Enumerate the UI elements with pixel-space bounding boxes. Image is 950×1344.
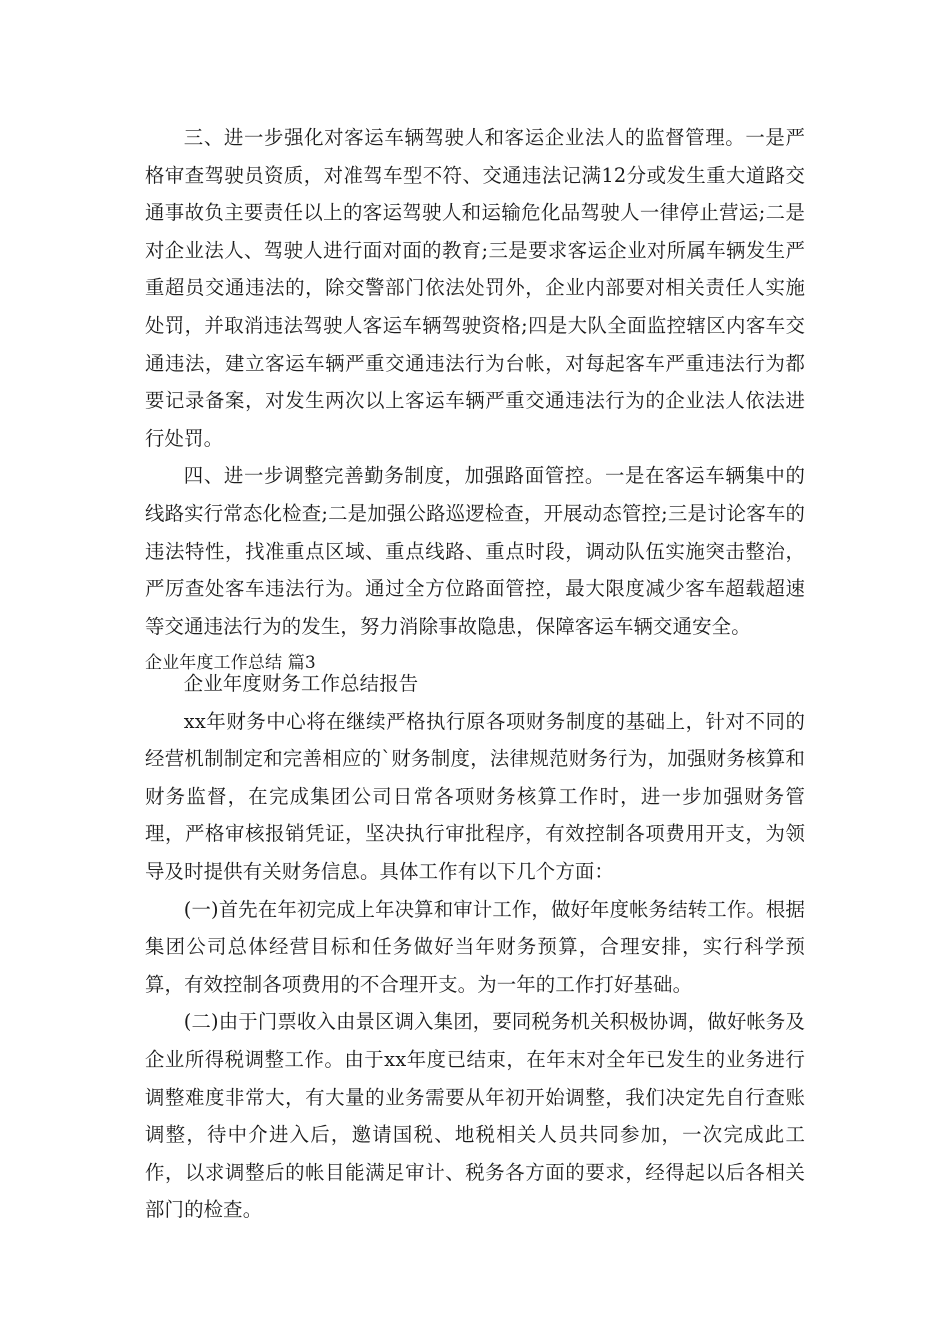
- body-text-part2: [145, 665, 805, 1229]
- paragraph: 三、进一步强化对客运车辆驾驶人和客运企业法人的监督管理。一是严格审查驾驶员资质，对准驾车型不符、交通违法记满12分或发生重大道路交通事故负主要责任以上的客运驾驶人和运输危化品驾驶人一律停止营运;二是对企业法人、驾驶人进行面对面的教育;三是要求客运企业对所属车辆发生严重超员交通违法的，除交警部门依法处罚外，企业内部要对相关责任人实施处罚，并取消违法驾驶人客运车辆驾驶资格;四是大队全面监控辖区内客车交通违法，建立客运车辆严重交通违法行为台帐，对每起客车严重违法行为都要记录备案，对发生两次以上客运车辆严重交通违法行为的企业法人依法进行处罚。: [145, 126, 805, 450]
- section-heading: 企业年度工作总结 篇3: [145, 653, 316, 674]
- report-title: 企业年度财务工作总结报告: [183, 672, 419, 695]
- paragraph: xx年财务中心将在继续严格执行原各项财务制度的基础上，针对不同的经营机制制定和完善相应的`财务制度，法律规范财务行为，加强财务核算和财务监督，在完成集团公司日常各项财务核算工作时，进一步加强财务管理，严格审核报销凭证，坚决执行审批程序，有效控制各项费用开支，为领导及时提供有关财务信息。具体工作有以下几个方面：: [145, 709, 805, 883]
- paragraph: (二)由于门票收入由景区调入集团，要同税务机关积极协调，做好帐务及企业所得税调整工作。由于xx年度已结束，在年末对全年已发生的业务进行调整难度非常大，有大量的业务需要从年初开始调整，我们决定先自行查账调整，待中介进入后，邀请国税、地税相关人员共同参加，一次完成此工作，以求调整后的帐目能满足审计、税务各方面的要求，经得起以后各相关部门的检查。: [145, 1010, 805, 1222]
- paragraph: (一)首先在年初完成上年决算和审计工作，做好年度帐务结转工作。根据集团公司总体经营目标和任务做好当年财务预算，合理安排，实行科学预算，有效控制各项费用的不合理开支。为一年的工作打好基础。: [145, 897, 805, 996]
- body-text-part1: [145, 119, 805, 683]
- paragraph: 四、进一步调整完善勤务制度，加强路面管控。一是在客运车辆集中的线路实行常态化检查;二是加强公路巡逻检查，开展动态管控;三是讨论客车的违法特性，找准重点区域、重点线路、重点时段，调动队伍实施突击整治，严厉查处客车违法行为。通过全方位路面管控，最大限度减少客车超载超速等交通违法行为的发生，努力消除事故隐患，保障客运车辆交通安全。: [145, 464, 805, 638]
